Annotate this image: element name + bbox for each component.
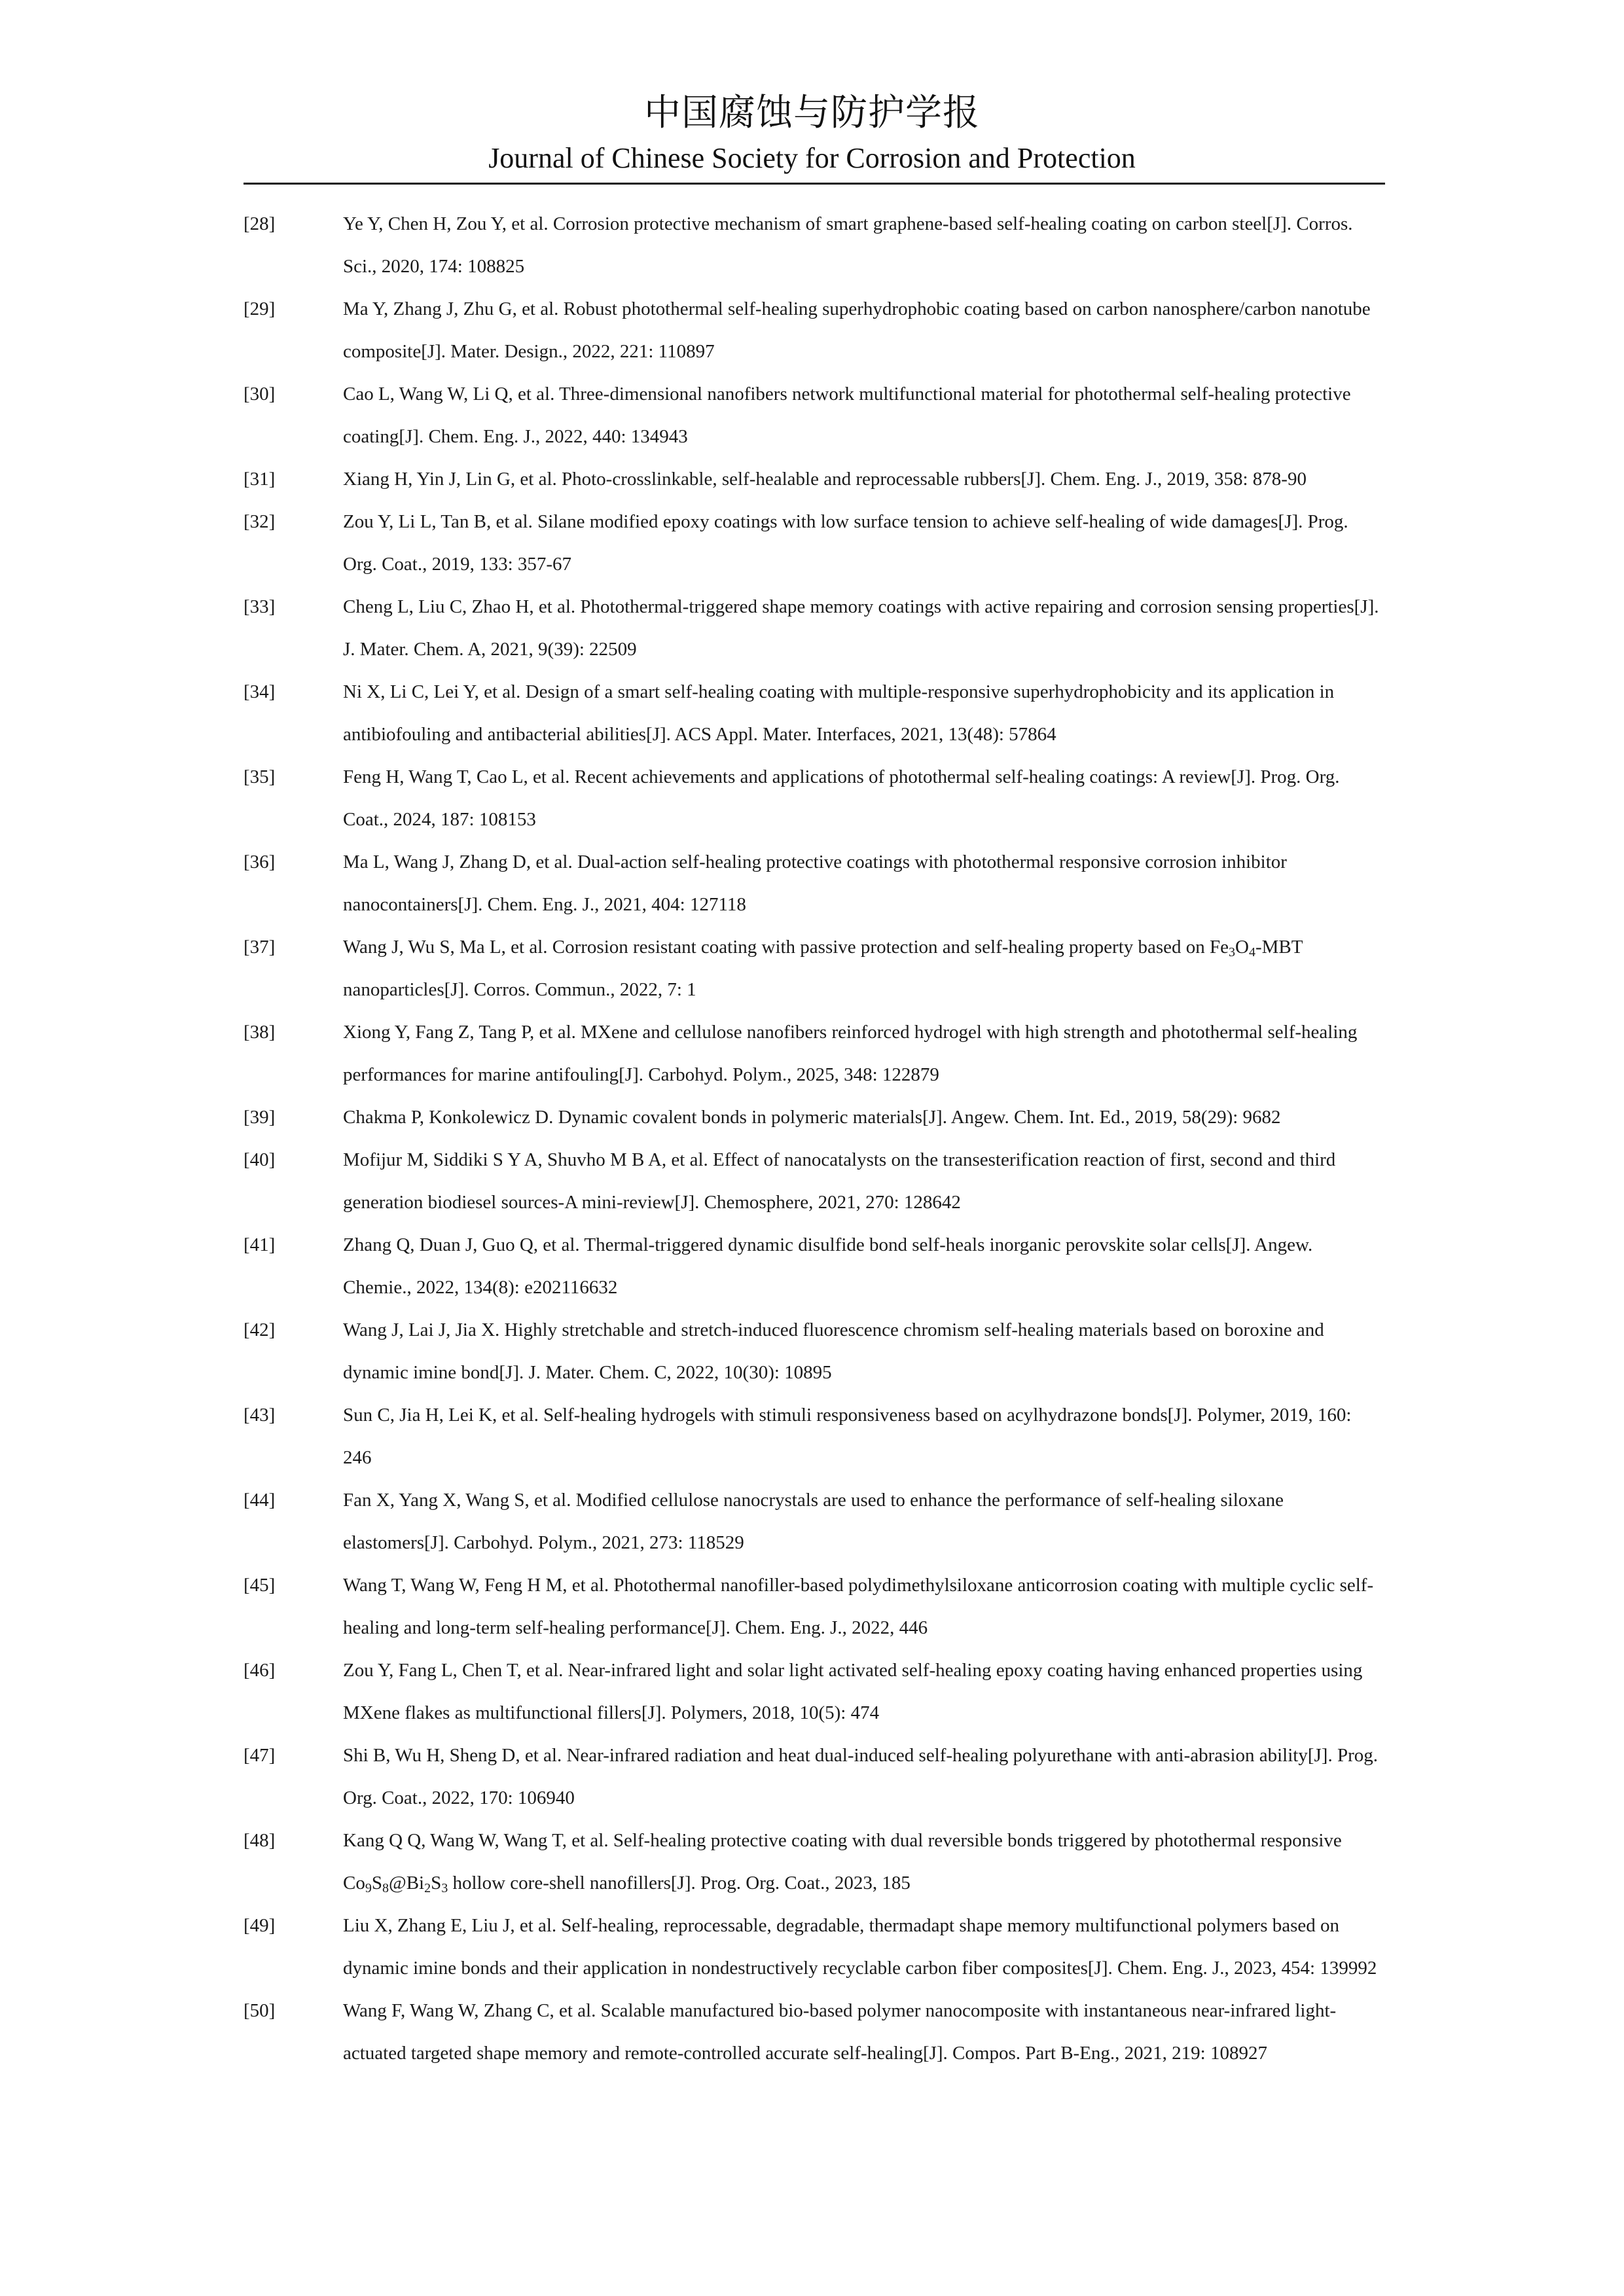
journal-header: [0, 90, 1624, 177]
reference-number: [36]: [244, 852, 276, 872]
reference-text-part: @Bi: [388, 1873, 425, 1893]
reference-text: Xiang H, Yin J, Lin G, et al. Photo-crosslinkable, self-healable and reprocessable rubbers[J]. Chem. Eng. J., 2019, 358: 878-90: [343, 469, 1307, 490]
reference-text: Ma Y, Zhang J, Zhu G, et al. Robust photothermal self-healing superhydrophobic coating based on carbon nanosphere/carbon nanotube composite[J]. Mater. Design., 2022, 221: 110897: [343, 298, 1371, 362]
reference-number: [38]: [244, 1022, 276, 1043]
reference-number: [43]: [244, 1405, 276, 1426]
reference-text: Wang F, Wang W, Zhang C, et al. Scalable manufactured bio-based polymer nanocomposite with instantaneous near-infrared light-actuated targeted shape memory and remote-controlled accurate self-healing[J]. Compos. Part B-Eng., 2021, 219: 108927: [343, 2000, 1337, 2064]
reference-number: [41]: [244, 1234, 276, 1255]
reference-item: [0, 1011, 1624, 1096]
reference-text: Ye Y, Chen H, Zou Y, et al. Corrosion protective mechanism of smart graphene-based self-healing coating on carbon steel[J]. Corros. Sci., 2020, 174: 108825: [343, 213, 1353, 277]
subscript: 3: [1229, 945, 1236, 960]
reference-item: [0, 671, 1624, 756]
reference-text: Chakma P, Konkolewicz D. Dynamic covalent bonds in polymeric materials[J]. Angew. Chem. Int. Ed., 2019, 58(29): 9682: [343, 1107, 1281, 1128]
reference-text: Ma L, Wang J, Zhang D, et al. Dual-action self-healing protective coatings with photothermal responsive corrosion inhibitor nanocontainers[J]. Chem. Eng. J., 2021, 404: 127118: [343, 852, 1287, 915]
reference-item: [0, 1820, 1624, 1905]
subscript: 8: [382, 1881, 389, 1895]
subscript: 9: [365, 1881, 372, 1895]
reference-text: Cheng L, Liu C, Zhao H, et al. Photothermal-triggered shape memory coatings with active repairing and corrosion sensing properties[J]. J. Mater. Chem. A, 2021, 9(39): 22509: [343, 596, 1379, 660]
reference-number: [42]: [244, 1319, 276, 1340]
reference-number: [47]: [244, 1745, 276, 1766]
reference-text: Ni X, Li C, Lei Y, et al. Design of a smart self-healing coating with multiple-responsive superhydrophobicity and its application in antibiofouling and antibacterial abilities[J]. ACS Appl. Mater. Interfaces, 2021, 13(48): 57864: [343, 681, 1335, 745]
reference-number: [49]: [244, 1915, 276, 1936]
reference-item: [0, 501, 1624, 586]
reference-item: [0, 756, 1624, 841]
reference-text: Zhang Q, Duan J, Guo Q, et al. Thermal-triggered dynamic disulfide bond self-heals inorganic perovskite solar cells[J]. Angew. Chemie., 2022, 134(8): e202116632: [343, 1234, 1313, 1298]
reference-list: [0, 203, 1624, 2075]
reference-text-part: -MBT nanoparticles[J]. Corros. Commun., 2022, 7: 1: [343, 937, 1303, 1000]
reference-text-part: Kang Q Q, Wang W, Wang T, et al. Self-healing protective coating with dual reversible bonds triggered by photothermal responsive Co: [343, 1830, 1342, 1893]
reference-text-part: Wang J, Wu S, Ma L, et al. Corrosion resistant coating with passive protection and self-healing property based on Fe: [343, 937, 1229, 958]
reference-number: [31]: [244, 469, 276, 490]
reference-text: Sun C, Jia H, Lei K, et al. Self-healing hydrogels with stimuli responsiveness based on acylhydrazone bonds[J]. Polymer, 2019, 160: 246: [343, 1405, 1352, 1468]
reference-number: [34]: [244, 681, 276, 702]
reference-item: [0, 1224, 1624, 1309]
reference-number: [48]: [244, 1830, 276, 1851]
reference-item: [0, 458, 1624, 501]
reference-text-part: S: [431, 1873, 442, 1893]
reference-item: [0, 1990, 1624, 2075]
reference-number: [32]: [244, 511, 276, 532]
reference-item: [0, 1649, 1624, 1734]
reference-number: [40]: [244, 1149, 276, 1170]
reference-number: [30]: [244, 384, 276, 404]
reference-item: [0, 586, 1624, 671]
journal-title-english: Journal of Chinese Society for Corrosion and Protection: [488, 142, 1136, 174]
reference-item: [0, 1394, 1624, 1479]
reference-text: Liu X, Zhang E, Liu J, et al. Self-healing, reprocessable, degradable, thermadapt shape memory multifunctional polymers based on dynamic imine bonds and their application in nondestructively recyclable carbon fiber composites[J]. Chem. Eng. J., 2023, 454: 139992: [343, 1915, 1377, 1979]
reference-number: [44]: [244, 1490, 276, 1511]
reference-text: [343, 926, 1384, 1011]
reference-text: Wang J, Lai J, Jia X. Highly stretchable and stretch-induced fluorescence chromism self-healing materials based on boroxine and dynamic imine bond[J]. J. Mater. Chem. C, 2022, 10(30): 10895: [343, 1319, 1324, 1383]
reference-item: [0, 841, 1624, 926]
reference-number: [29]: [244, 298, 276, 319]
reference-item: [0, 203, 1624, 288]
reference-item: [0, 1564, 1624, 1649]
reference-text: Zou Y, Li L, Tan B, et al. Silane modified epoxy coatings with low surface tension to achieve self-healing of wide damages[J]. Prog. Org. Coat., 2019, 133: 357-67: [343, 511, 1348, 575]
reference-text: [343, 1820, 1384, 1905]
reference-item: [0, 1905, 1624, 1990]
reference-item: [0, 1734, 1624, 1820]
reference-item: [0, 373, 1624, 458]
reference-text-part: hollow core-shell nanofillers[J]. Prog. Org. Coat., 2023, 185: [448, 1873, 911, 1893]
reference-text: Fan X, Yang X, Wang S, et al. Modified cellulose nanocrystals are used to enhance the performance of self-healing siloxane elastomers[J]. Carbohyd. Polym., 2021, 273: 118529: [343, 1490, 1284, 1553]
reference-text: Feng H, Wang T, Cao L, et al. Recent achievements and applications of photothermal self-healing coatings: A review[J]. Prog. Org. Coat., 2024, 187: 108153: [343, 766, 1340, 830]
reference-item: [0, 1309, 1624, 1394]
reference-text: Xiong Y, Fang Z, Tang P, et al. MXene and cellulose nanofibers reinforced hydrogel with high strength and photothermal self-healing performances for marine antifouling[J]. Carbohyd. Polym., 2025, 348: 122879: [343, 1022, 1358, 1085]
reference-item: [0, 1096, 1624, 1139]
reference-text: Mofijur M, Siddiki S Y A, Shuvho M B A, et al. Effect of nanocatalysts on the transesterification reaction of first, second and third generation biodiesel sources-A mini-review[J]. Chemosphere, 2021, 270: 128642: [343, 1149, 1336, 1213]
reference-text: Zou Y, Fang L, Chen T, et al. Near-infrared light and solar light activated self-healing epoxy coating having enhanced properties using MXene flakes as multifunctional fillers[J]. Polymers, 2018, 10(5): 474: [343, 1660, 1363, 1723]
reference-number: [37]: [244, 937, 276, 958]
reference-number: [28]: [244, 213, 276, 234]
reference-number: [46]: [244, 1660, 276, 1681]
header-divider: [244, 183, 1385, 185]
reference-number: [39]: [244, 1107, 276, 1128]
subscript: 2: [424, 1881, 431, 1895]
reference-number: [50]: [244, 2000, 276, 2021]
reference-item: [0, 288, 1624, 373]
subscript: 4: [1248, 945, 1255, 960]
reference-number: [35]: [244, 766, 276, 787]
reference-item: [0, 926, 1624, 1011]
reference-number: [33]: [244, 596, 276, 617]
reference-text-part: S: [371, 1873, 382, 1893]
reference-text: Shi B, Wu H, Sheng D, et al. Near-infrared radiation and heat dual-induced self-healing polyurethane with anti-abrasion ability[J]. Prog. Org. Coat., 2022, 170: 106940: [343, 1745, 1378, 1808]
reference-text-part: O: [1235, 937, 1249, 958]
reference-number: [45]: [244, 1575, 276, 1596]
reference-text: Wang T, Wang W, Feng H M, et al. Photothermal nanofiller-based polydimethylsiloxane anticorrosion coating with multiple cyclic self-healing and long-term self-healing performance[J]. Chem. Eng. J., 2022, 446: [343, 1575, 1374, 1638]
subscript: 3: [441, 1881, 448, 1895]
reference-text: Cao L, Wang W, Li Q, et al. Three-dimensional nanofibers network multifunctional material for photothermal self-healing protective coating[J]. Chem. Eng. J., 2022, 440: 134943: [343, 384, 1351, 447]
reference-item: [0, 1139, 1624, 1224]
journal-title-chinese: 中国腐蚀与防护学报: [644, 92, 980, 134]
reference-item: [0, 1479, 1624, 1564]
